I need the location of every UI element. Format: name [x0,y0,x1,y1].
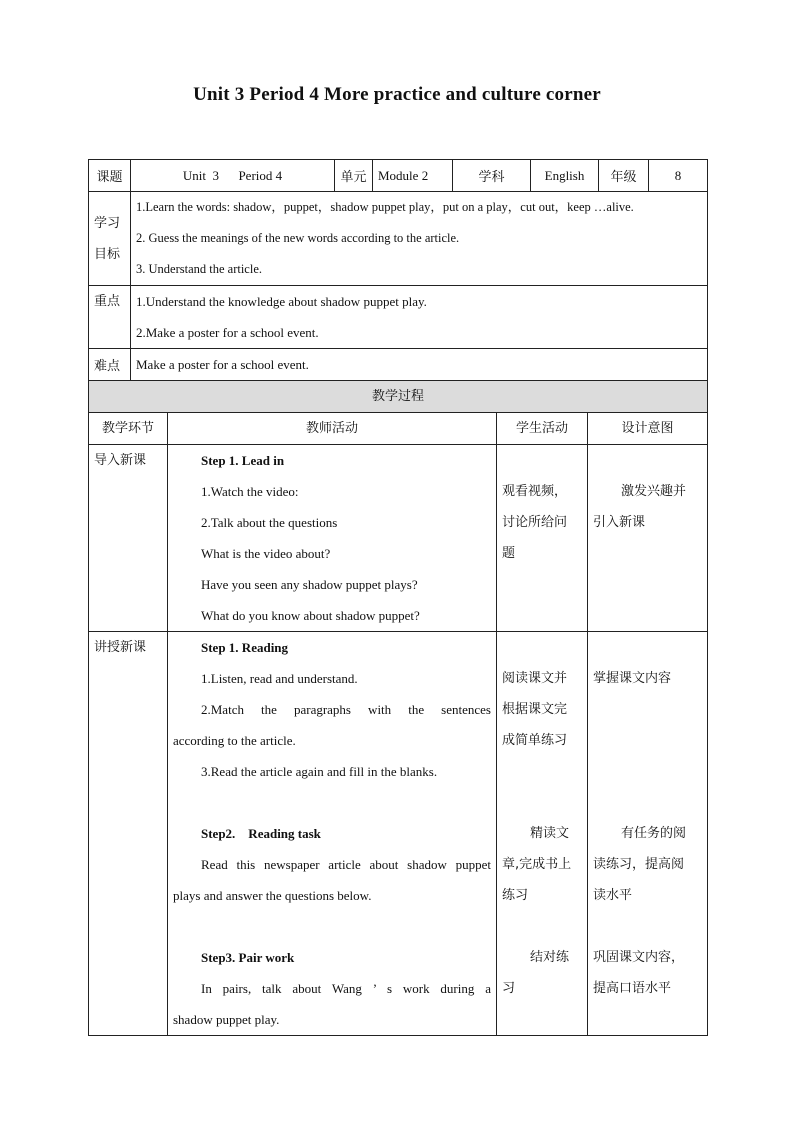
student-line: 根据课文完 [502,702,568,717]
intent-line: 激发兴趣并 [621,484,687,499]
stage-label: 讲授新课 [94,640,147,655]
unit-value: Module 2 [373,160,453,192]
subject-label: 学科 [453,160,531,192]
intent-line: 读水平 [593,888,633,903]
topic-label: 课题 [89,160,131,192]
grade-value: 8 [649,160,708,192]
goal-item: 3. Understand the article. [136,262,262,276]
subject-value: English [531,160,599,192]
intent-line: 引入新课 [593,515,646,530]
key-point-item: 2.Make a poster for a school event. [136,325,319,340]
teacher-line: 1.Listen, read and understand. [201,671,358,686]
goals-label [89,192,131,286]
lead-in-row [89,445,708,632]
student-line: 结对练 [530,950,570,965]
unit-label: 单元 [335,160,373,192]
student-line: 精读文 [530,826,570,841]
teacher-line: What do you know about shadow puppet? [201,608,420,623]
step-heading: Step3. Pair work [201,950,295,965]
intent-line: 有任务的阅 [621,826,687,841]
student-line: 阅读课文并 [502,671,568,686]
intent-line: 提高口语水平 [593,981,672,996]
step-heading: Step 1. Lead in [201,453,285,468]
teacher-line: 3.Read the article again and fill in the blanks. [201,764,438,779]
info-row [89,160,708,192]
goals-content [131,192,708,286]
intent-line: 巩固课文内容， [593,950,685,965]
goal-item: 2. Guess the meanings of the new words according to the article. [136,231,460,245]
key-label [89,286,131,349]
intent-new-lesson [588,632,708,1036]
grade-label: 年级 [599,160,649,192]
document-title: Unit 3 Period 4 More practice and culture corner [193,84,601,105]
goals-label-line: 学习 [94,215,121,231]
section-title: 教学过程 [89,381,708,413]
header-stage: 教学环节 [89,413,168,445]
student-line: 练习 [502,888,529,903]
teacher-line: Read this newspaper article about shadow puppet [201,857,491,872]
teacher-line: 1.Watch the video: [201,484,299,499]
teacher-line: 2.Talk about the questions [201,515,338,530]
goals-row [89,192,708,286]
student-new-lesson [497,632,588,1036]
header-row [89,413,708,445]
student-line: 题 [502,546,516,561]
teacher-lead-in [168,445,497,632]
teaching-process-table [88,380,708,1036]
teacher-line: shadow puppet play. [173,1012,280,1027]
student-line: 章,完成书上 [502,857,572,872]
header-student: 学生活动 [497,413,588,445]
intent-line: 读练习，提高阅 [593,857,685,872]
topic-value: Unit 3 Period 4 [131,160,335,192]
lesson-info-table [88,159,708,381]
student-lead-in [497,445,588,632]
difficult-label: 难点 [89,349,131,381]
key-points-row [89,286,708,349]
key-label-text: 重点 [94,294,121,309]
stage-label: 导入新课 [94,453,147,468]
step-heading: Step2. Reading task [201,826,321,841]
student-line: 成简单练习 [502,733,568,748]
teacher-line: plays and answer the questions below. [173,888,372,903]
new-lesson-row [89,632,708,1036]
teacher-line: In pairs, talk about Wang ’ s work during a [201,981,491,996]
teacher-line: according to the article. [173,733,296,748]
goal-item: 1.Learn the words: shadow，puppet，shadow puppet play，put on a play，cut out，keep …alive. [136,200,634,214]
header-intent: 设计意图 [588,413,708,445]
teacher-line: What is the video about? [201,546,331,561]
intent-line: 掌握课文内容 [593,671,672,686]
stage-lead-in [89,445,168,632]
header-teacher: 教师活动 [168,413,497,445]
teacher-line: Have you seen any shadow puppet plays? [201,577,418,592]
student-line: 讨论所给问 [502,515,568,530]
key-points-content [131,286,708,349]
intent-lead-in [588,445,708,632]
student-line: 观看视频， [502,484,568,499]
key-point-item: 1.Understand the knowledge about shadow puppet play. [136,294,427,309]
student-line: 习 [502,981,516,996]
step-heading: Step 1. Reading [201,640,289,655]
section-title-row [89,381,708,413]
goals-label-line: 目标 [94,246,121,262]
teacher-line: 2.Match the paragraphs with the sentences [201,702,491,717]
teacher-new-lesson [168,632,497,1036]
difficult-row [89,349,708,381]
stage-new-lesson [89,632,168,1036]
difficult-value: Make a poster for a school event. [131,349,708,381]
